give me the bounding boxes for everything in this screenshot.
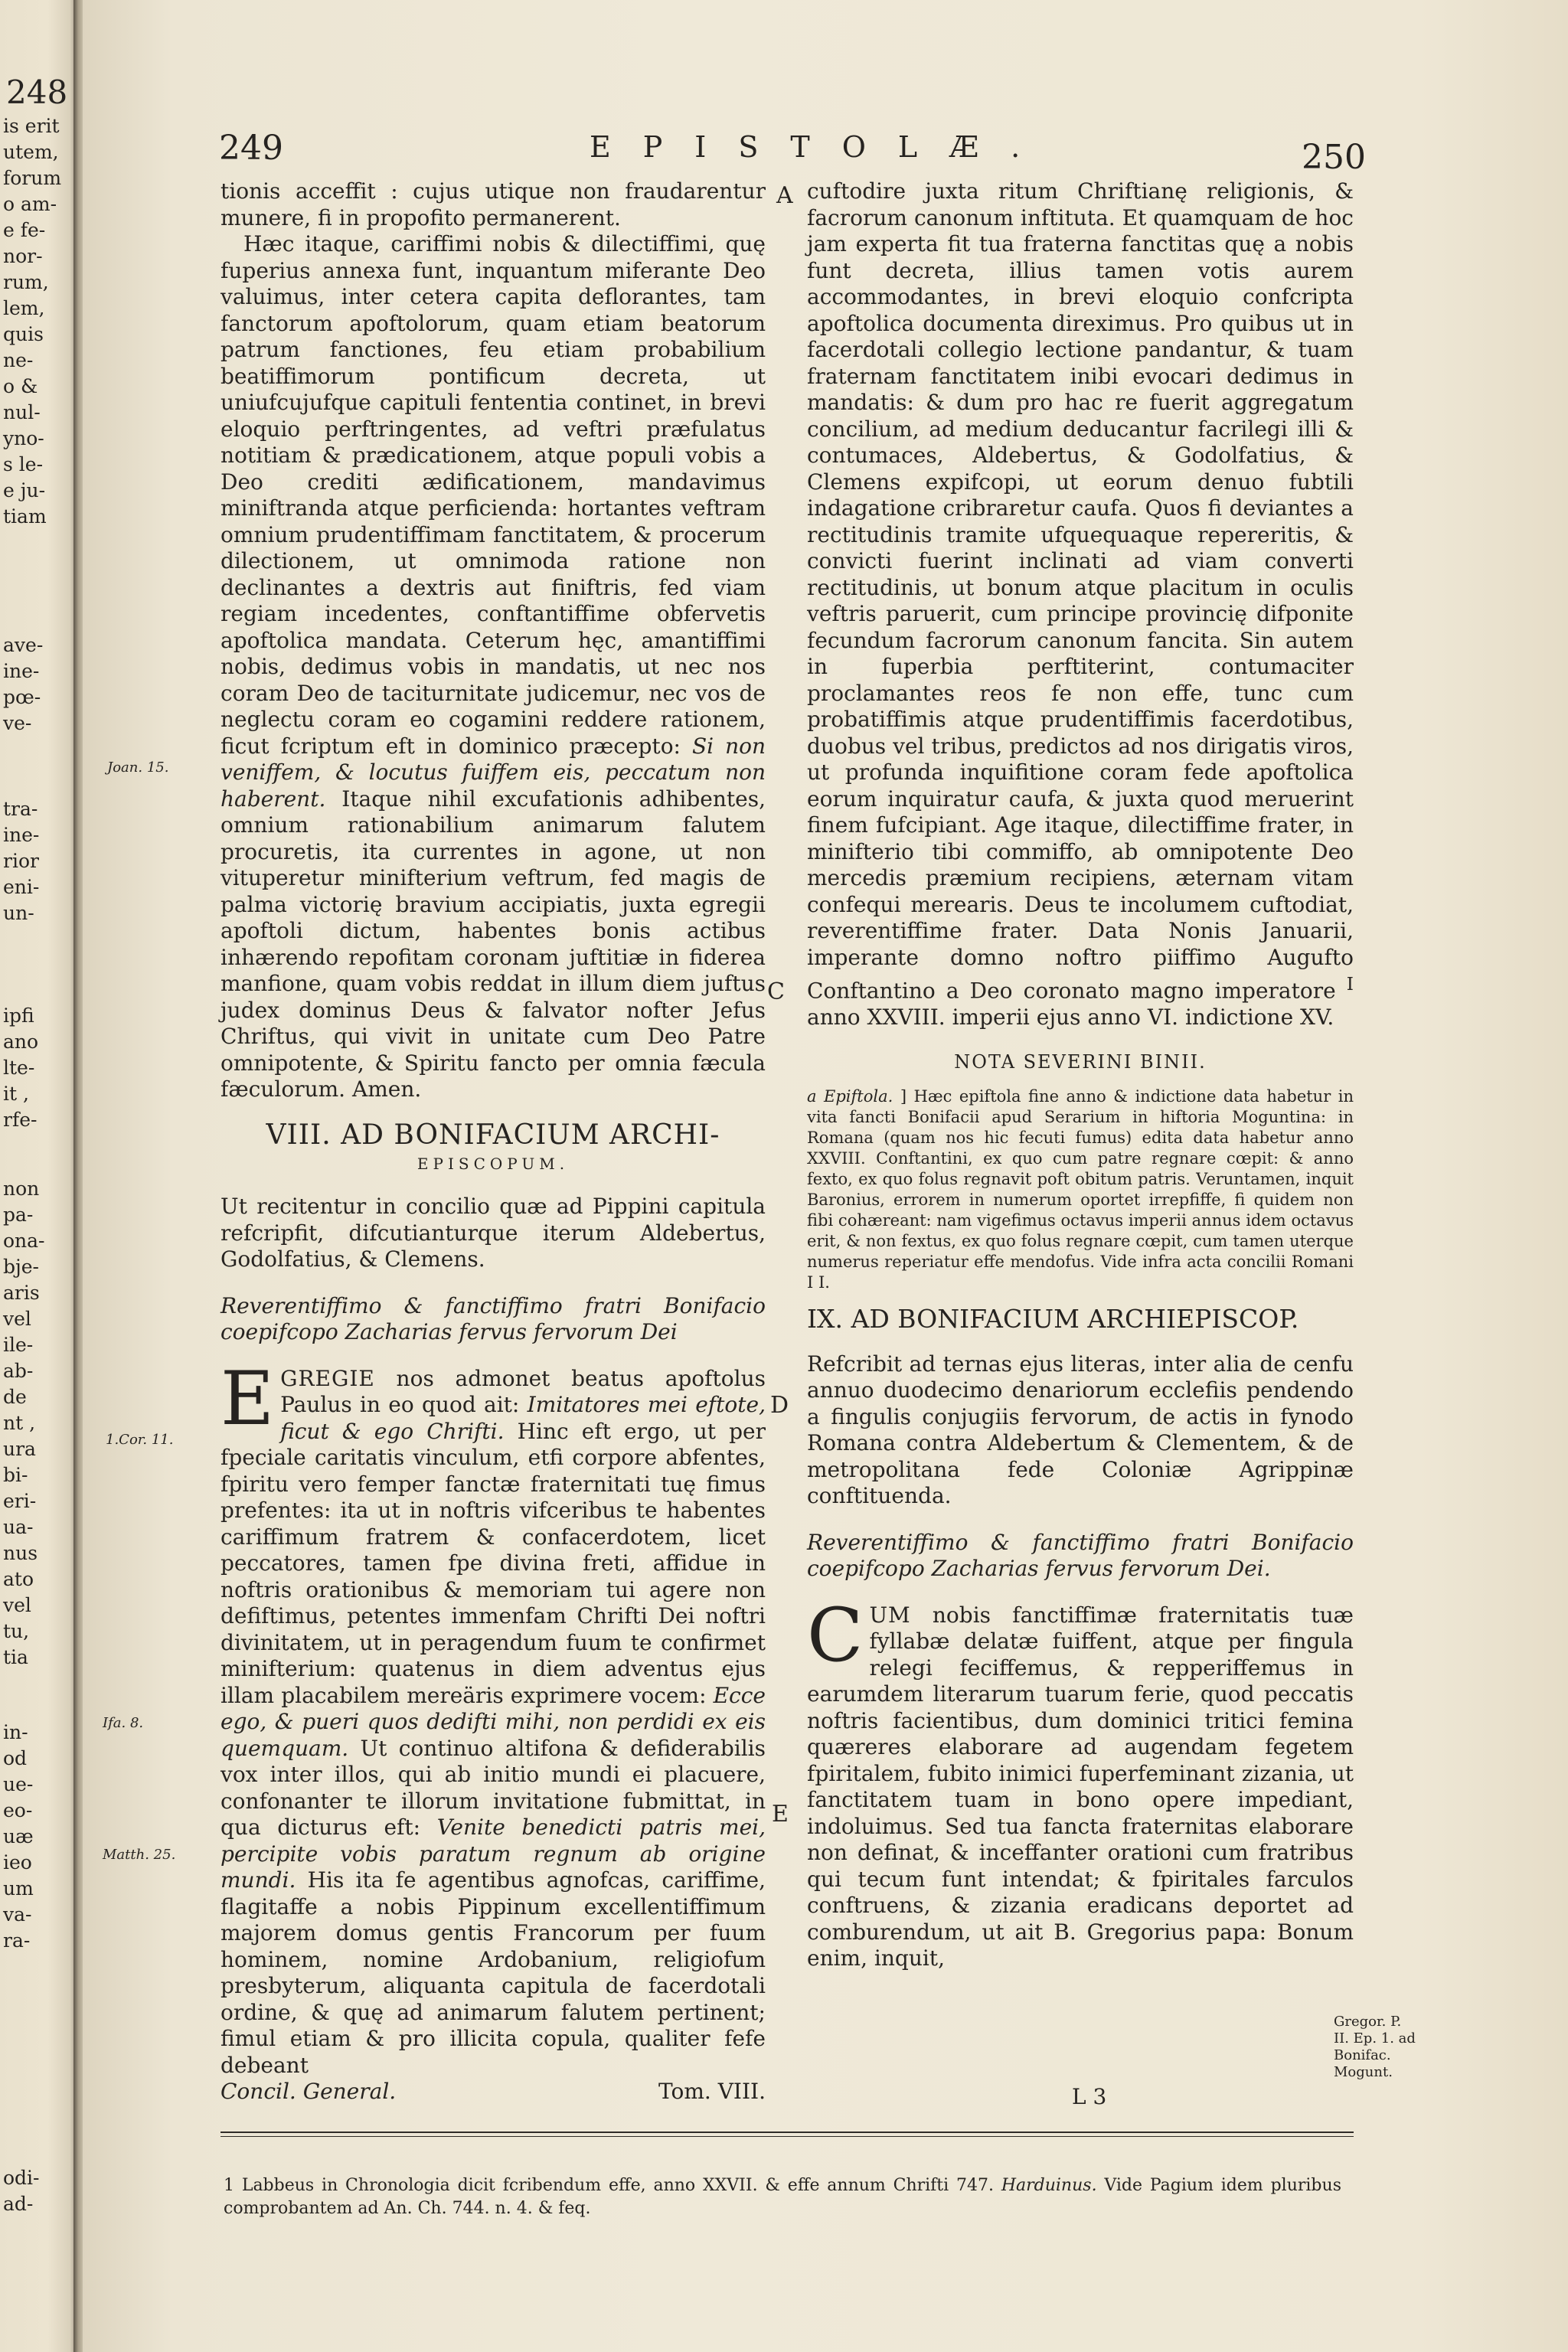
previous-page-fragment: ato: [3, 1568, 34, 1590]
previous-page-fragment: de: [3, 1386, 27, 1408]
previous-page-fragment: ne-: [3, 349, 34, 371]
catchline: Concil. General. Tom. VIII.: [220, 2079, 766, 2104]
previous-page-fragment: od: [3, 1747, 28, 1769]
previous-page-fragment: e fe-: [3, 219, 46, 241]
previous-page-fragment: ura: [3, 1438, 36, 1460]
previous-page-fragment: tiam: [3, 505, 47, 528]
previous-page-fragment: bi-: [3, 1464, 28, 1486]
previous-page-fragment: vel: [3, 1594, 31, 1616]
previous-page-fragment: ano: [3, 1031, 39, 1053]
margin-ref: Ifa. 8.: [103, 1715, 144, 1731]
margin-ref: 1.Cor. 11.: [106, 1432, 174, 1448]
previous-page-fragment: quis: [3, 323, 44, 345]
signature-mark: L 3: [1072, 2084, 1107, 2109]
letter-body: EGREGIE nos admonet beatus apoftolus Paulus in eo quod ait: Imitatores mei eftote, ficut & ego Chrifti. Hinc eft ergo, ut per fpeciale caritatis vinculum, etfi corpore abfentes, fpiritu vero femper fanctæ fraternitati tuę fimus prefentes: ita ut in noftris vifceribus te habentes cariffimum fratrem & confacerdotem, licet peccatores, tamen fpe divina freti, affidue in noftris orationibus & memoriam tui agere non defiftimus, petentes immenfam Chrifti Dei noftri divinitatem, ut in peragendum fuum te confirmet minifterium: quatenus in diem adventus ejus illam placabilem mereäris exprimere vocem: Ecce ego, & pueri quos dedifti mihi, non perdidi ex eis quemquam. Ut continuo altifona & defiderabilis vox inter illos, qui ab initio mundi ei placuere, confonanter te illorum invitatione fubmittat, in qua dicturus eft: Venite benedicti patris mei, percipite vobis paratum regnum ab origine mundi. His ita fe agentibus agnofcas, cariffime, flagitaffe a nobis Pippinum excellentiffimum majorem domus gentis Francorum per fuum hominem, nomine Ardobanium, religiofum presbyterum, aliquanta capitula de facerdotali ordine, & quę ad animarum falutem pertinent; fimul etiam & pro illicita copula, qualiter fefe debeant: [220, 1355, 766, 2078]
paragraph: cuftodire juxta ritum Chriftianę religionis, & facrorum canonum inftituta. Et quamquam de hoc jam experta fit tua fraterna fanctitas quę a nobis funt decreta, illius tamen votis aurem accommodantes, in brevi eloquio confcripta apoftolica documenta direximus. Pro quibus ut in facerdotali collegio lectione pandantur, & tuam fraternam fanctitatem inibi evocari dedimus in mandatis: & dum pro hac re fuerit aggregatum concilium, ad medium deducantur facrilegi illi & contumaces, Aldebertus, & Godolfatius, & Clemens expifcopi, ut eorum denuo fubtili indagatione cribraretur caufa. Quos fi deviantes a rectitudinis tramite ufquequaque repereritis, & convicti fuerint inclinati ad viam converti rectitudinis, ut bonum atque placitum in oculis veftris paruerit, cum principe provincię difponite fecundum facrorum canonum fancita. Sin autem in fuperbia perftiterint, contumaciter proclamantes reos fe non effe, tunc cum probatiffimis atque prudentiffimis facerdotibus, duobus vel tribus, predictos ad nos dirigatis viros, ut profunda inquifitione coram fede apoftolica eorum inquiratur caufa, & juxta quod meruerint finem fufcipiant. Age itaque, dilectiffime frater, in minifterio tibi commiffo, ab omnipotente Deo mercedis præmium recipiens, æternam vitam confequi merearis. Deus te incolumem cuftodiat, reverentiffime frater. Data Nonis Januarii, imperante domno noftro piiffimo Augufto Conftantino a Deo coronato magno imperatore $^I$ anno XXVIII. imperii ejus anno VI. indictione XV.: [807, 178, 1354, 1030]
previous-page-fragment: bje-: [3, 1256, 39, 1278]
previous-page-fragment: is erit: [3, 115, 60, 137]
previous-page-fragment: va-: [3, 1903, 32, 1926]
paragraph: Hæc itaque, cariffimi nobis & dilectiffimi, quę fuperius annexa funt, inquantum miferante Deo valuimus, inter cetera capita deflorantes, tam fanctorum apoftolorum, quam etiam beatorum patrum fanctiones, feu etiam probabilium beatiffimorum pontificum decreta, ut uniufcujufque capituli fententia continet, in brevi eloquio perftringentes, ad veftri præfulatus notitiam & prædicationem, atque populi vobis a Deo crediti ædificationem, mandavimus miniftranda atque perficienda: hortantes veftram omnium prudentiffimam fanctitatem, & procerum dilectionem, ut omnimoda ratione non declinantes a dextris aut finiftris, fed viam regiam incedentes, conftantiffime obfervetis apoftolica mandata. Ceterum hęc, amantiffimi nobis, dedimus vobis in mandatis, ut nec nos coram Deo de taciturnitate judicemur, nec vos de neglectu coram eo cogamini reddere rationem, ficut fcriptum eft in dominico præcepto: Si non veniffem, & locutus fuiffem eis, peccatum non haberent. Itaque nihil excufationis adhibentes, omnium rationabilium animarum falutem procuretis, ita currentes in agone, ut non vituperetur minifterium veftrum, fed magis de palma victorię bravium accipiatis, juxta egregii apoftoli dictum, habentes bonis actibus inhærendo repofitam coronam juftitiæ in fiderea manfione, quam vobis reddat in illum diem juftus judex dominus Deus & falvator nofter Jefus Chriftus, qui vivit in unitate cum Deo Patre omnipotente, & Spiritu fancto per omnia fæcula fæculorum. Amen.: [220, 231, 766, 1102]
previous-page-fragment: ieo: [3, 1851, 32, 1873]
running-title: EPISTOLÆ.: [590, 130, 1053, 164]
previous-page-fragment: yno-: [3, 427, 44, 449]
previous-page-fragment: nul-: [3, 401, 41, 423]
previous-page-fragment: eo-: [3, 1799, 33, 1821]
previous-page-fragment: eni-: [3, 876, 40, 898]
previous-page-fragment: in-: [3, 1721, 28, 1743]
letter-summary: Ut recitentur in concilio quæ ad Pippini capitula refcripfit, difcutianturque iterum Aldebertus, Godolfatius, & Clemens.: [220, 1194, 766, 1272]
previous-page-fragment: ave-: [3, 634, 44, 656]
note-title: NOTA SEVERINI BINII.: [954, 1051, 1207, 1073]
letter-heading: VIII. AD BONIFACIUM ARCHI-: [266, 1119, 720, 1151]
letter-summary: Refcribit ad ternas ejus literas, inter alia de cenfu annuo duodecimo denariorum ecclefiis pendendo a fingulis conjugiis fervorum, de actis in fynodo Romana contra Aldebertum & Clementem, & de metropolitana fede Coloniæ Agrippinæ conftituenda.: [807, 1351, 1354, 1509]
previous-page-fragment: ra-: [3, 1929, 31, 1952]
previous-page-fragment: e ju-: [3, 479, 46, 501]
previous-page-fragment: ue-: [3, 1773, 34, 1795]
previous-page-fragment: rior: [3, 850, 39, 872]
previous-page-fragment: uæ: [3, 1825, 34, 1847]
previous-page-fragment: nus: [3, 1542, 38, 1564]
left-column: [220, 178, 766, 2105]
footnote-rule: [220, 2132, 1354, 2133]
previous-page-fragment: tra-: [3, 798, 38, 820]
previous-page-fragment: nt ,: [3, 1412, 36, 1434]
drop-cap: E: [220, 1355, 275, 1442]
footnote-ref: I: [1346, 973, 1354, 995]
previous-page-edge: [0, 0, 80, 2352]
previous-page-fragment: lte-: [3, 1057, 35, 1079]
previous-page-fragment: non: [3, 1178, 40, 1200]
section-marker-e: E: [772, 1801, 789, 1828]
section-marker-d: D: [770, 1392, 789, 1419]
letter-greeting: Reverentiffimo & fanctiffimo fratri Bonifacio coepifcopo Zacharias fervus fervorum Dei.: [807, 1529, 1354, 1582]
previous-page-fragment: s le-: [3, 453, 44, 475]
left-page-number: 249: [219, 129, 283, 168]
previous-page-fragment: ine-: [3, 660, 40, 682]
previous-page-number: 248: [6, 74, 68, 111]
footnote: 1 Labbeus in Chronologia dicit fcribendum effe, anno XXVII. & effe annum Chrifti 747. Harduinus. Vide Pagium idem pluribus comprobantem ad An. Ch. 744. n. 4. & feq.: [224, 2176, 1341, 2218]
previous-page-fragment: ua-: [3, 1516, 34, 1538]
previous-page-fragment: nor-: [3, 245, 43, 267]
previous-page-fragment: o am-: [3, 193, 57, 215]
previous-page-fragment: rfe-: [3, 1109, 38, 1131]
scripture-quote: Si non veniffem, & locutus fuiffem eis, peccatum non haberent.: [220, 733, 766, 812]
previous-page-fragment: pœ-: [3, 686, 41, 708]
previous-page-fragment: eri-: [3, 1490, 37, 1512]
footnote-rule-thin: [220, 2136, 1354, 2137]
letter-heading: IX. AD BONIFACIUM ARCHIEPISCOP.: [807, 1303, 1299, 1334]
previous-page-fragment: it ,: [3, 1083, 29, 1105]
previous-page-fragment: forum: [3, 167, 62, 189]
letter-greeting: Reverentiffimo & fanctiffimo fratri Bonifacio coepifcopo Zacharias fervus fervorum Dei: [220, 1292, 766, 1344]
right-column: [807, 178, 1354, 1972]
margin-ref: Joan. 15.: [107, 760, 169, 776]
drop-cap: C: [807, 1592, 864, 1678]
note-text: a Epiftola. ] Hæc epiftola fine anno & indictione data habetur in vita fancti Bonifacii apud Serarium in hiftoria Moguntina: in Romana (quam nos hic fecuti fumus) edita data habetur anno XXVIII. Conftantini, ex quo cum patre regnare cœpit: & anno fexto, ex quo folus regnavit poft obitum patris. Veruntamen, inquit Baronius, errorem in numerum oportet irrepfiffe, fi quidem non fibi cohæreant: nam vigefimus octavus imperii annus idem octavus erit, & non fextus, ex quo folus regnare cœpit, cum tamen uterque numerus reperiatur effe mendofus. Vide infra acta concilii Romani I I.: [807, 1086, 1354, 1292]
section-marker-c: C: [767, 978, 785, 1005]
previous-page-fragment: rum,: [3, 271, 49, 293]
previous-page-fragment: tu,: [3, 1620, 30, 1642]
previous-page-fragment: ona-: [3, 1230, 45, 1252]
previous-page-fragment: o &: [3, 375, 38, 397]
previous-page-fragment: aris: [3, 1282, 40, 1304]
previous-page-fragment: ab-: [3, 1360, 34, 1382]
right-page-number: 250: [1302, 138, 1366, 177]
previous-page-fragment: tia: [3, 1646, 28, 1668]
margin-ref-gregor: Gregor. P. II. Ep. 1. ad Bonifac. Mogunt.: [1334, 2014, 1416, 2080]
previous-page-fragment: ipfi: [3, 1004, 34, 1027]
previous-page-fragment: ve-: [3, 712, 32, 734]
section-marker-a: A: [776, 182, 793, 209]
letter-body: CUM nobis fanctiffimæ fraternitatis tuæ fyllabæ delatæ fuiffent, atque per fingula relegi feciffemus, & repperiffemus in earumdem literarum tuarum ferie, quod peccatis noftris facientibus, dum dominici tritici femina quæreres elaborare ad augendam fegetem fpiritalem, fubito inimici fuperfeminant zizania, ut fanctitatem tuam in bono opere impediant, indoluimus. Sed tua fancta fraternitas elaborare non definat, & inceffanter orationi cum fratribus qui tecum funt intendat; & fpiritales farculos conftruens, & zizania eradicans deportet ad comburendum, ut ait B. Gregorius papa: Bonum enim, inquit,: [807, 1592, 1354, 1971]
previous-page-fragment: ine-: [3, 824, 40, 846]
paragraph: tionis acceffit : cujus utique non fraudarentur munere, fi in propofito permanerent.: [220, 178, 766, 230]
previous-page-fragment: ad-: [3, 2193, 34, 2215]
previous-page-fragment: lem,: [3, 297, 45, 319]
previous-page-fragment: utem,: [3, 141, 59, 163]
previous-page-fragment: ile-: [3, 1334, 34, 1356]
letter-heading-sub: EPISCOPUM.: [416, 1154, 570, 1173]
previous-page-fragment: um: [3, 1877, 34, 1900]
previous-page-fragment: un-: [3, 902, 34, 924]
previous-page-fragment: pa-: [3, 1204, 34, 1226]
margin-ref: Matth. 25.: [103, 1847, 176, 1863]
previous-page-fragment: odi-: [3, 2167, 40, 2189]
previous-page-fragment: vel: [3, 1308, 31, 1330]
